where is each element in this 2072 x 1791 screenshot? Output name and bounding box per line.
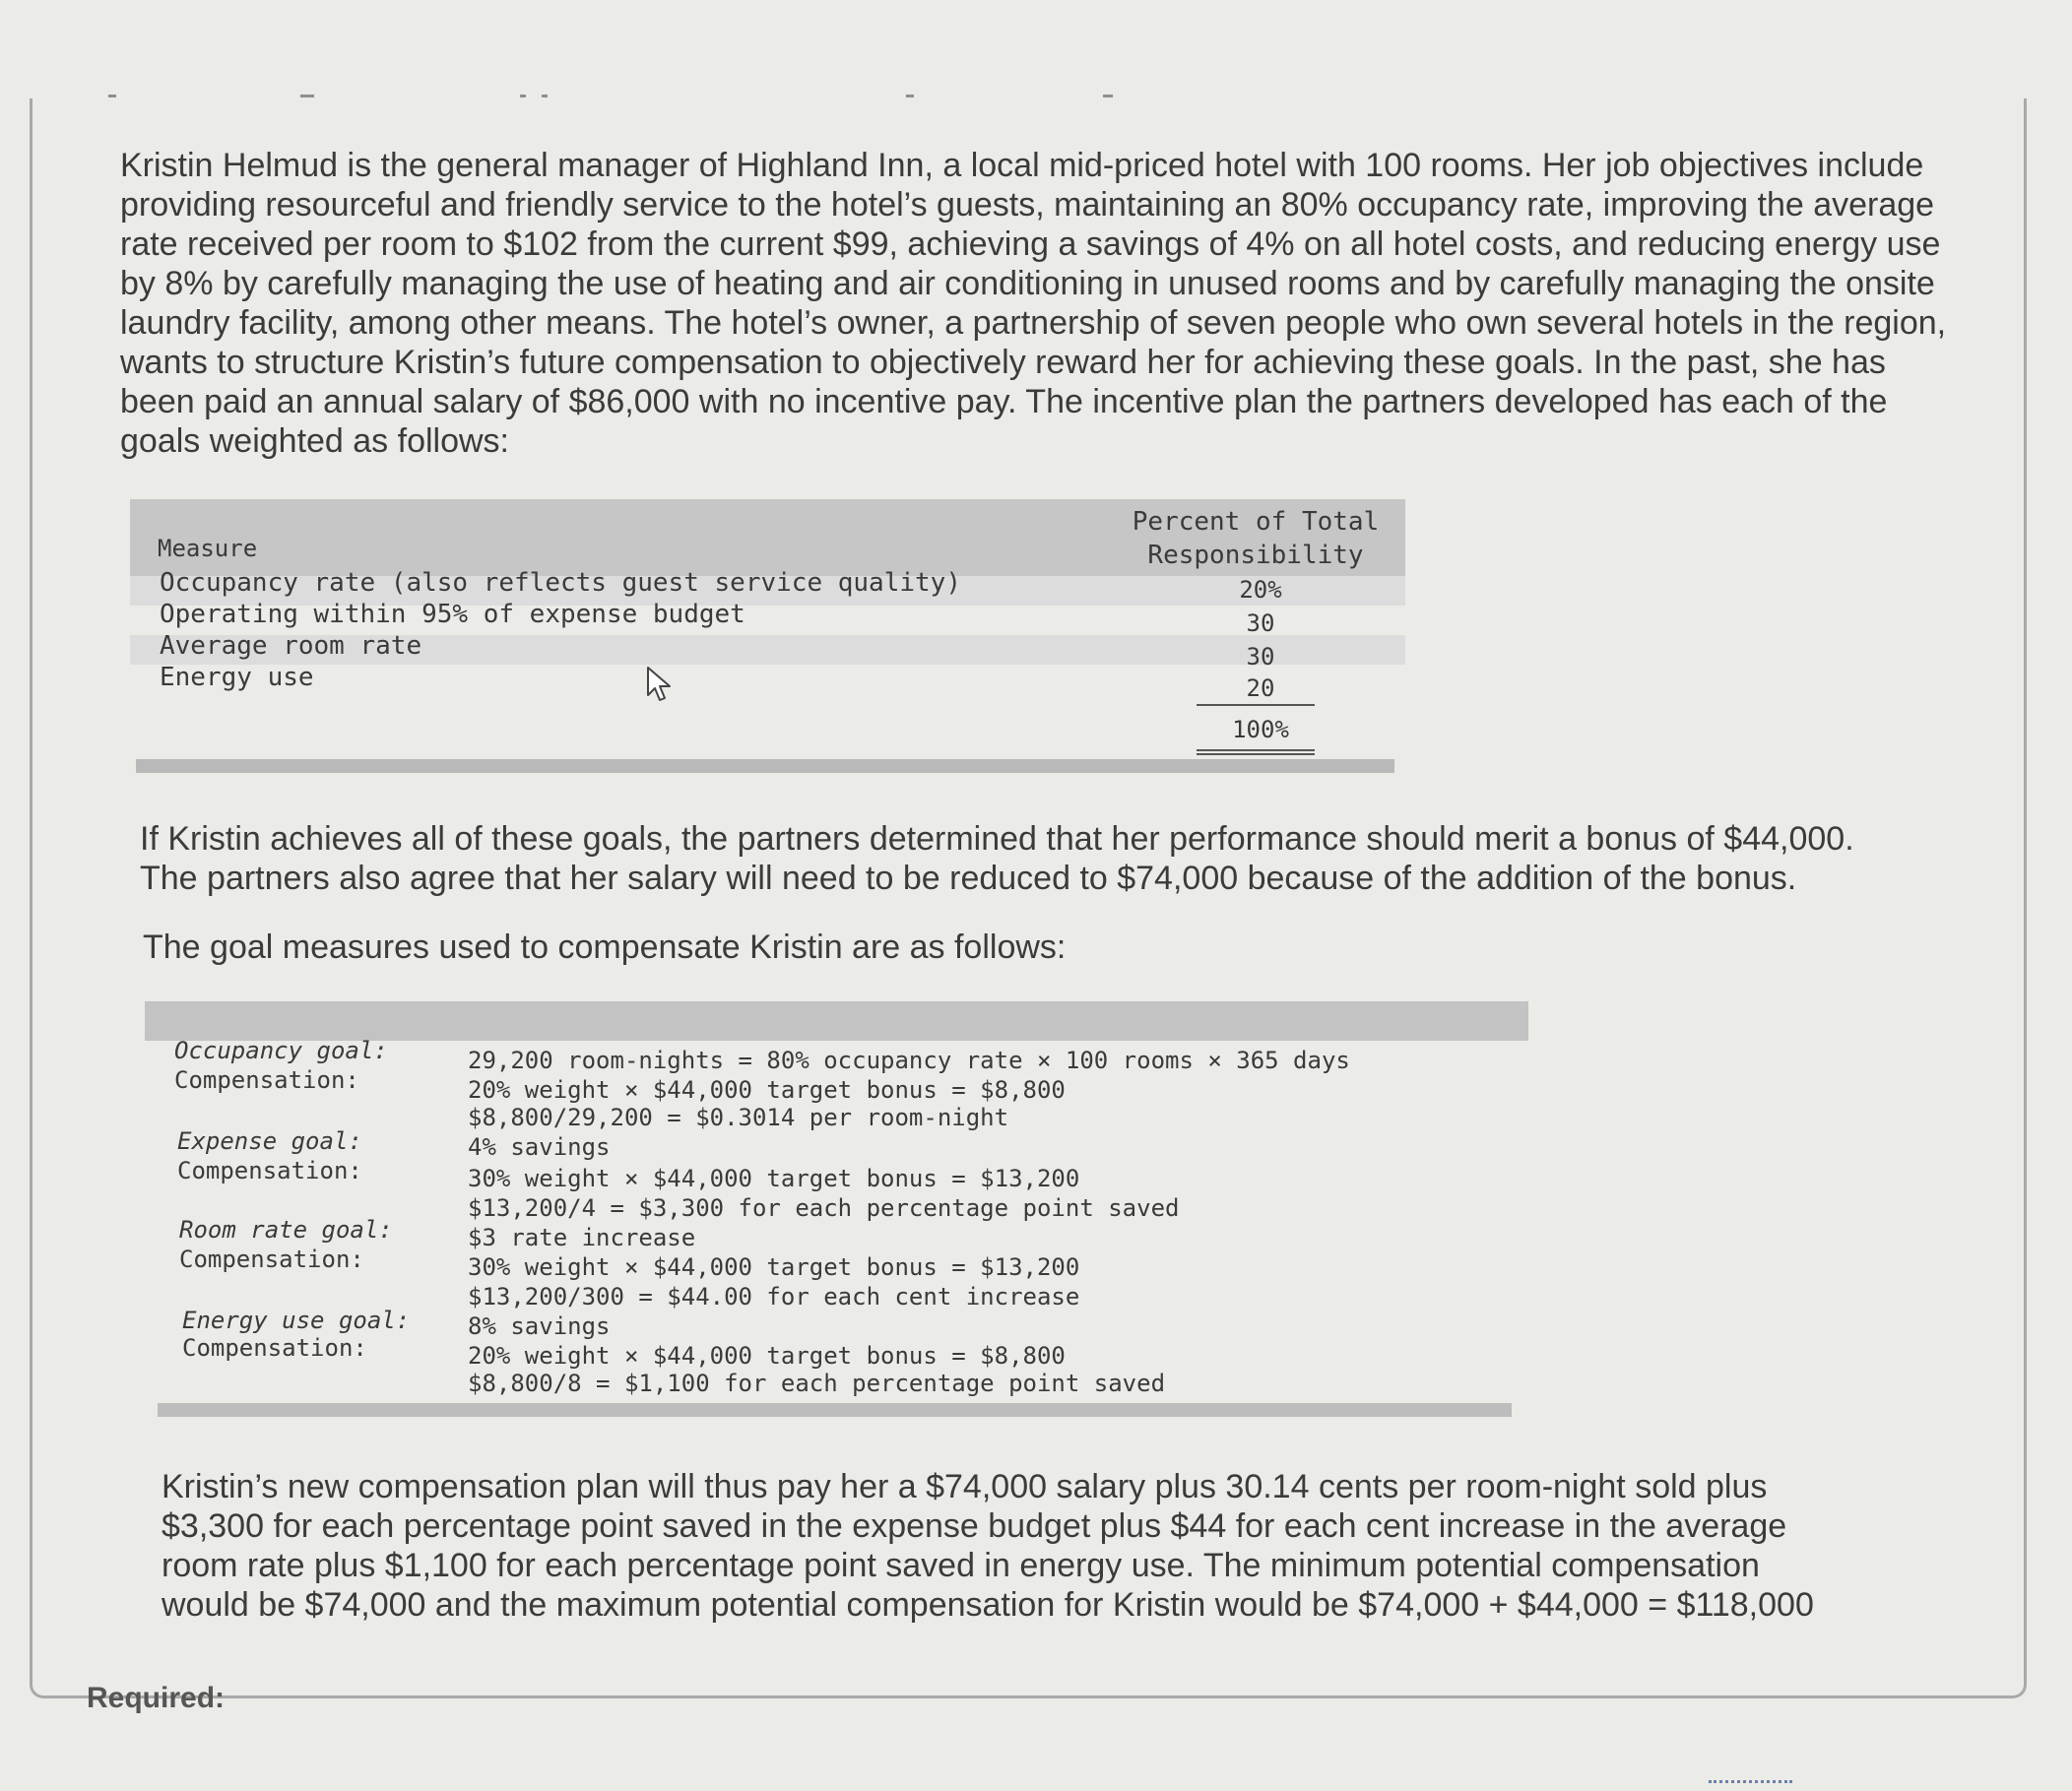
energy-line-3: $8,800/8 = $1,100 for each percentage point saved <box>468 1370 1166 1397</box>
required-label: Required: <box>87 1682 226 1714</box>
dotted-underline-link[interactable] <box>1709 1780 1792 1783</box>
percent-header: Percent of Total Responsibility <box>1132 507 1380 570</box>
expense-line-2: 30% weight × $44,000 target bonus = $13,200 <box>468 1165 1080 1192</box>
measure-occupancy-percent: 20% <box>1239 576 1282 604</box>
energy-goal-label: Energy use goal: <box>182 1307 411 1334</box>
occupancy-compensation-label: Compensation: <box>174 1066 359 1094</box>
total-double-rule <box>1197 749 1315 755</box>
measure-occupancy-label: Occupancy rate (also reflects guest service quality) <box>160 568 961 598</box>
expense-line-1: 4% savings <box>468 1133 611 1161</box>
goals-table-bottom-bar <box>158 1403 1512 1417</box>
expense-line-3: $13,200/4 = $3,300 for each percentage point saved <box>468 1194 1180 1222</box>
measure-expense-percent: 30 <box>1246 609 1275 637</box>
room-rate-line-2: 30% weight × $44,000 target bonus = $13,200 <box>468 1253 1080 1281</box>
weights-table <box>128 497 1408 793</box>
room-rate-compensation-label: Compensation: <box>179 1246 364 1273</box>
occupancy-goal-label: Occupancy goal: <box>174 1037 388 1064</box>
energy-compensation-label: Compensation: <box>182 1334 367 1362</box>
room-rate-goal-label: Room rate goal: <box>179 1216 393 1244</box>
mouse-pointer-icon <box>645 666 675 705</box>
measure-energy-percent: 20 <box>1246 674 1275 702</box>
weights-total: 100% <box>1232 716 1289 743</box>
measure-energy-label: Energy use <box>160 663 314 692</box>
measure-header: Measure <box>158 535 258 562</box>
expense-compensation-label: Compensation: <box>177 1157 362 1184</box>
room-rate-line-1: $3 rate increase <box>468 1224 696 1251</box>
goal-intro-paragraph: The goal measures used to compensate Kristin are as follows: <box>143 928 1067 966</box>
summary-paragraph: Kristin’s new compensation plan will thus pay her a $74,000 salary plus 30.14 cents per room-night sold plus $3,300 for each percentage point saved in the expense budget plus $44 for each cent increase in the average room rate plus $1,100 for each percentage point saved in energy use. The minimum potential compensation would be $74,000 and the maximum potential compensation for Kristin would be $74,000 + $44,000 = $118,000 <box>162 1468 1814 1624</box>
expense-goal-label: Expense goal: <box>177 1127 362 1155</box>
goals-table <box>143 999 1541 1452</box>
energy-line-1: 8% savings <box>468 1312 611 1340</box>
occupancy-line-1: 29,200 room-nights = 80% occupancy rate × 100 rooms × 365 days <box>468 1047 1350 1074</box>
energy-line-2: 20% weight × $44,000 target bonus = $8,800 <box>468 1342 1066 1370</box>
occupancy-line-3: $8,800/29,200 = $0.3014 per room-night <box>468 1104 1009 1131</box>
intro-paragraph: Kristin Helmud is the general manager of Highland Inn, a local mid-priced hotel with 100 rooms. Her job objectives include providing resourceful and friendly service to the hotel’s guests, maintaining an 80% occupancy rate, improving the average rate received per room to $102 from the current $99, achieving a savings of 4% on all hotel costs, and reducing energy use by 8% by carefully managing the use of heating and air conditioning in unused rooms and by carefully managing the onsite laundry facility, among other means. The hotel’s owner, a partnership of seven people who own several hotels in the region, wants to structure Kristin’s future compensation to objectively reward her for achieving these goals. In the past, she has been paid an annual salary of $86,000 with no incentive pay. The incentive plan the partners developed has each of the goals weighted as follows: <box>120 147 1947 460</box>
measure-room-rate-percent: 30 <box>1246 643 1275 671</box>
subtotal-rule <box>1197 704 1315 706</box>
measure-expense-label: Operating within 95% of expense budget <box>160 600 745 629</box>
measure-room-rate-label: Average room rate <box>160 631 422 661</box>
occupancy-line-2: 20% weight × $44,000 target bonus = $8,800 <box>468 1076 1066 1104</box>
bonus-paragraph: If Kristin achieves all of these goals, the partners determined that her performance should merit a bonus of $44,000. The partners also agree that her salary will need to be reduced to $74,000 because of the addition of the bonus. <box>140 820 1854 897</box>
weights-table-bottom-bar <box>136 759 1394 773</box>
room-rate-line-3: $13,200/300 = $44.00 for each cent increase <box>468 1283 1080 1311</box>
goals-header-band <box>145 1001 1528 1041</box>
